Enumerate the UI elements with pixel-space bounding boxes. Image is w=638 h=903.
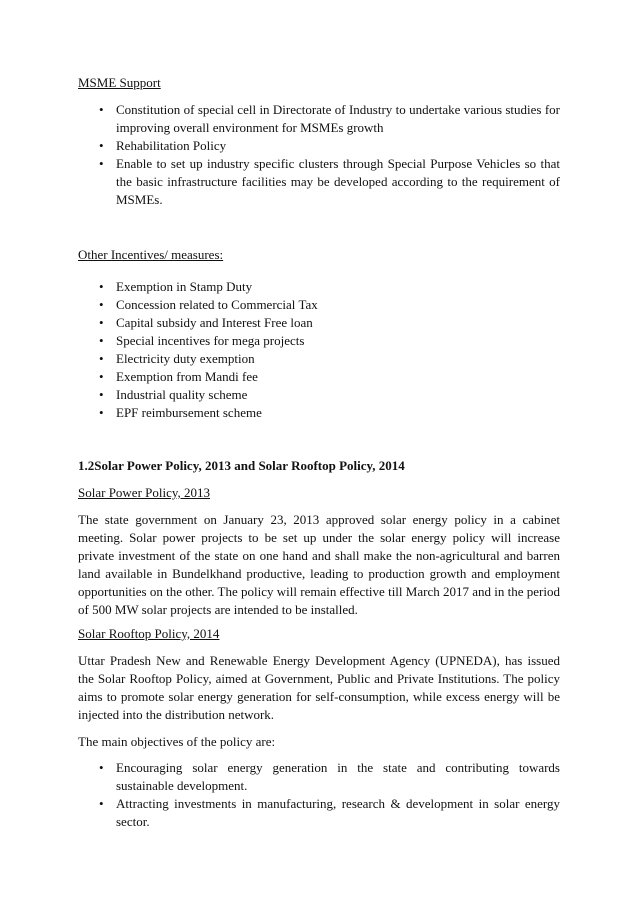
msme-heading: MSME Support (78, 75, 161, 90)
list-item: • Special incentives for mega projects (78, 332, 560, 350)
solar-power-heading: Solar Power Policy, 2013 (78, 485, 211, 500)
list-item: • Attracting investments in manufacturing, research & development in solar energy sector. (78, 795, 560, 831)
list-item: • Encouraging solar energy generation in the state and contributing towards sustainable development. (78, 759, 560, 795)
other-incentives-list (78, 278, 560, 422)
list-item: • Enable to set up industry specific clusters through Special Purpose Vehicles so that the basic infrastructure facilities may be developed according to the requirement of MSMEs. (78, 155, 560, 209)
list-item: • Exemption in Stamp Duty (78, 278, 560, 296)
document-page (78, 74, 560, 831)
solar-power-body: The state government on January 23, 2013 approved solar energy policy in a cabinet meeting. Solar power projects to be set up under the solar energy policy will increase private investment of the state on one hand and shall make the non-agricultural and barren land available in Bundelkhand productive, leading to production growth and employment opportunities on the other. The policy will remain effective till March 2017 and in the period of 500 MW solar projects are intended to be installed. (78, 512, 560, 617)
list-item: • Capital subsidy and Interest Free loan (78, 314, 560, 332)
rooftop-heading: Solar Rooftop Policy, 2014 (78, 626, 220, 641)
other-incentives-heading: Other Incentives/ measures: (78, 247, 224, 262)
list-item: • Electricity duty exemption (78, 350, 560, 368)
objectives-intro: The main objectives of the policy are: (78, 734, 276, 749)
section-heading: 1.2Solar Power Policy, 2013 and Solar Rooftop Policy, 2014 (78, 458, 405, 473)
list-item: • Industrial quality scheme (78, 386, 560, 404)
list-item: • EPF reimbursement scheme (78, 404, 560, 422)
msme-list (78, 101, 560, 209)
rooftop-body: Uttar Pradesh New and Renewable Energy Development Agency (UPNEDA), has issued the Solar Rooftop Policy, aimed at Government, Public and Private Institutions. The policy aims to promote solar energy generation for self-consumption, while excess energy will be injected into the distribution network. (78, 653, 560, 722)
list-item: • Constitution of special cell in Directorate of Industry to undertake various studies for improving overall environment for MSMEs growth (78, 101, 560, 137)
objectives-list (78, 759, 560, 831)
list-item: • Exemption from Mandi fee (78, 368, 560, 386)
list-item: • Concession related to Commercial Tax (78, 296, 560, 314)
list-item: • Rehabilitation Policy (78, 137, 560, 155)
